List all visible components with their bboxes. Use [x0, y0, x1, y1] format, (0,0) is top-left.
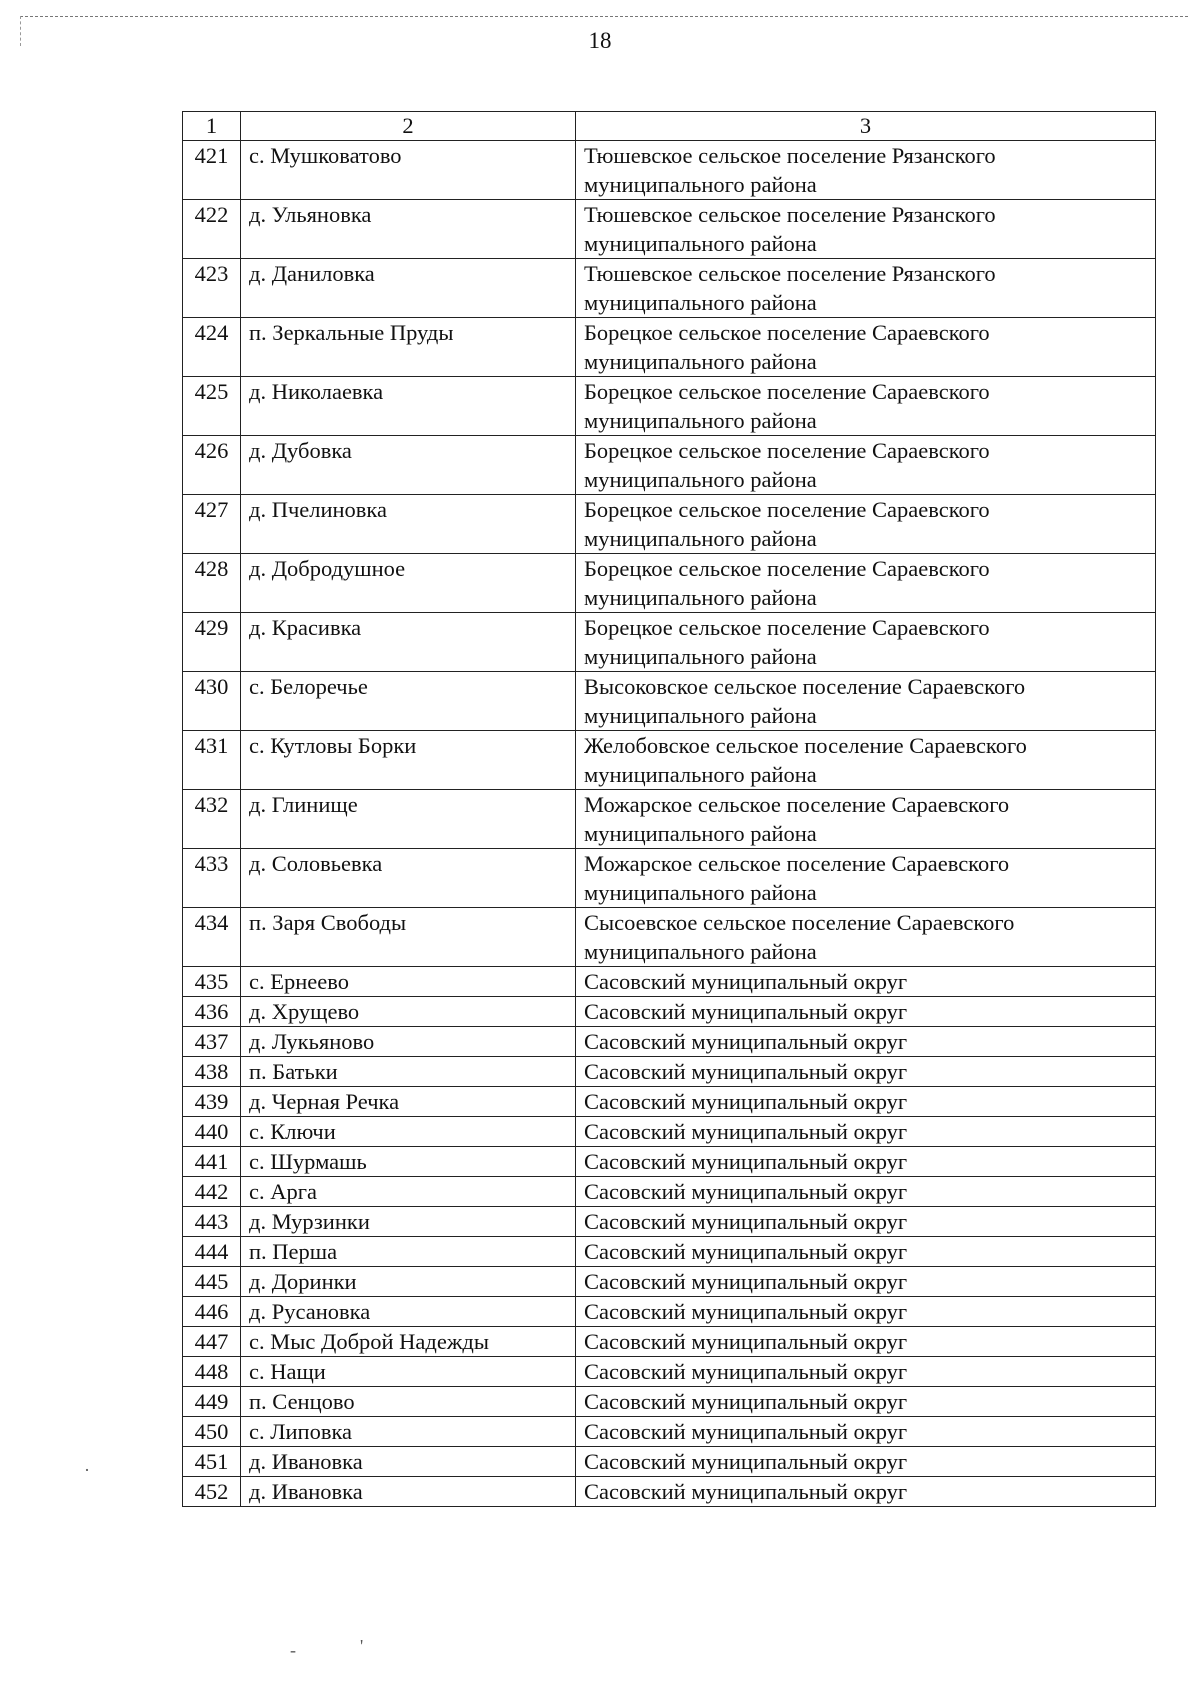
table-row [183, 1297, 1156, 1327]
table-row [183, 1117, 1156, 1147]
table-row [183, 377, 1156, 436]
row-number: 442 [183, 1177, 241, 1207]
municipality: Борецкое сельское поселение Сараевского муниципального района [576, 613, 1156, 672]
municipality: Сасовский муниципальный округ [576, 1327, 1156, 1357]
settlement-name: п. Заря Свободы [241, 908, 576, 967]
municipality: Тюшевское сельское поселение Рязанского муниципального района [576, 141, 1156, 200]
table-row [183, 318, 1156, 377]
table-row [183, 997, 1156, 1027]
municipality: Сасовский муниципальный округ [576, 1117, 1156, 1147]
settlement-name: с. Белоречье [241, 672, 576, 731]
table-row [183, 1267, 1156, 1297]
municipality: Сасовский муниципальный округ [576, 1477, 1156, 1507]
settlement-name: д. Пчелиновка [241, 495, 576, 554]
settlement-name: с. Липовка [241, 1417, 576, 1447]
table-row [183, 1387, 1156, 1417]
municipality: Сасовский муниципальный округ [576, 967, 1156, 997]
municipality: Тюшевское сельское поселение Рязанского муниципального района [576, 259, 1156, 318]
settlement-name: с. Нащи [241, 1357, 576, 1387]
settlement-name: с. Ернеево [241, 967, 576, 997]
settlement-name: д. Доринки [241, 1267, 576, 1297]
table-row [183, 1207, 1156, 1237]
row-number: 432 [183, 790, 241, 849]
settlement-name: д. Добродушное [241, 554, 576, 613]
settlement-name: д. Ульяновка [241, 200, 576, 259]
municipality: Сасовский муниципальный округ [576, 1177, 1156, 1207]
scan-speck: · [84, 1460, 90, 1480]
settlement-name: с. Шурмашь [241, 1147, 576, 1177]
settlement-name: д. Мурзинки [241, 1207, 576, 1237]
municipality: Сасовский муниципальный округ [576, 1057, 1156, 1087]
settlement-name: п. Сенцово [241, 1387, 576, 1417]
table-row [183, 613, 1156, 672]
settlement-name: д. Ивановка [241, 1477, 576, 1507]
row-number: 421 [183, 141, 241, 200]
table-row [183, 141, 1156, 200]
row-number: 440 [183, 1117, 241, 1147]
row-number: 426 [183, 436, 241, 495]
row-number: 439 [183, 1087, 241, 1117]
row-number: 450 [183, 1417, 241, 1447]
row-number: 444 [183, 1237, 241, 1267]
table-row [183, 495, 1156, 554]
settlement-name: с. Ключи [241, 1117, 576, 1147]
row-number: 438 [183, 1057, 241, 1087]
table-body [183, 141, 1156, 1507]
row-number: 446 [183, 1297, 241, 1327]
settlement-name: с. Мушковатово [241, 141, 576, 200]
municipality: Желобовское сельское поселение Сараевского муниципального района [576, 731, 1156, 790]
municipality: Тюшевское сельское поселение Рязанского муниципального района [576, 200, 1156, 259]
settlements-table [182, 111, 1156, 1507]
row-number: 435 [183, 967, 241, 997]
row-number: 428 [183, 554, 241, 613]
row-number: 433 [183, 849, 241, 908]
row-number: 434 [183, 908, 241, 967]
header-col-3: 3 [576, 112, 1156, 141]
settlement-name: д. Соловьевка [241, 849, 576, 908]
settlement-name: д. Русановка [241, 1297, 576, 1327]
table-row [183, 1147, 1156, 1177]
row-number: 436 [183, 997, 241, 1027]
row-number: 445 [183, 1267, 241, 1297]
settlement-name: д. Хрущево [241, 997, 576, 1027]
table-row [183, 554, 1156, 613]
table-row [183, 790, 1156, 849]
municipality: Высоковское сельское поселение Сараевского муниципального района [576, 672, 1156, 731]
page-number: 18 [588, 28, 612, 53]
municipality: Сасовский муниципальный округ [576, 1447, 1156, 1477]
municipality: Можарское сельское поселение Сараевского муниципального района [576, 849, 1156, 908]
municipality: Борецкое сельское поселение Сараевского муниципального района [576, 436, 1156, 495]
municipality: Борецкое сельское поселение Сараевского муниципального района [576, 495, 1156, 554]
table-row [183, 1417, 1156, 1447]
row-number: 443 [183, 1207, 241, 1237]
table-row [183, 1357, 1156, 1387]
table-row [183, 259, 1156, 318]
settlement-name: п. Батьки [241, 1057, 576, 1087]
settlement-name: п. Зеркальные Пруды [241, 318, 576, 377]
settlement-name: д. Глинище [241, 790, 576, 849]
settlement-name: п. Перша [241, 1237, 576, 1267]
settlement-name: д. Лукьяново [241, 1027, 576, 1057]
table-row [183, 436, 1156, 495]
municipality: Сасовский муниципальный округ [576, 1387, 1156, 1417]
row-number: 422 [183, 200, 241, 259]
settlement-name: д. Николаевка [241, 377, 576, 436]
table-row [183, 731, 1156, 790]
municipality: Сасовский муниципальный округ [576, 1357, 1156, 1387]
table-header-row [183, 112, 1156, 141]
row-number: 424 [183, 318, 241, 377]
table-row [183, 849, 1156, 908]
municipality: Сасовский муниципальный округ [576, 1027, 1156, 1057]
row-number: 425 [183, 377, 241, 436]
municipality: Борецкое сельское поселение Сараевского муниципального района [576, 554, 1156, 613]
table-row [183, 672, 1156, 731]
header-col-2: 2 [241, 112, 576, 141]
municipality: Сасовский муниципальный округ [576, 1267, 1156, 1297]
scan-speck: ' [360, 1636, 364, 1656]
settlement-name: д. Красивка [241, 613, 576, 672]
row-number: 429 [183, 613, 241, 672]
table-row [183, 1237, 1156, 1267]
municipality: Борецкое сельское поселение Сараевского муниципального района [576, 377, 1156, 436]
row-number: 427 [183, 495, 241, 554]
row-number: 430 [183, 672, 241, 731]
row-number: 451 [183, 1447, 241, 1477]
municipality: Можарское сельское поселение Сараевского муниципального района [576, 790, 1156, 849]
scan-border-top [20, 16, 1188, 17]
table-row [183, 1327, 1156, 1357]
settlement-name: д. Дубовка [241, 436, 576, 495]
table-row [183, 1057, 1156, 1087]
scan-speck: - [290, 1640, 296, 1660]
table-row [183, 967, 1156, 997]
municipality: Сасовский муниципальный округ [576, 1237, 1156, 1267]
header-col-1: 1 [183, 112, 241, 141]
settlement-name: с. Кутловы Борки [241, 731, 576, 790]
settlement-name: с. Арга [241, 1177, 576, 1207]
table-row [183, 1477, 1156, 1507]
row-number: 447 [183, 1327, 241, 1357]
row-number: 431 [183, 731, 241, 790]
row-number: 452 [183, 1477, 241, 1507]
municipality: Сасовский муниципальный округ [576, 1417, 1156, 1447]
table-row [183, 1087, 1156, 1117]
municipality: Сасовский муниципальный округ [576, 1147, 1156, 1177]
municipality: Борецкое сельское поселение Сараевского муниципального района [576, 318, 1156, 377]
municipality: Сасовский муниципальный округ [576, 1087, 1156, 1117]
settlement-name: д. Даниловка [241, 259, 576, 318]
settlement-name: д. Черная Речка [241, 1087, 576, 1117]
row-number: 448 [183, 1357, 241, 1387]
table-row [183, 1447, 1156, 1477]
row-number: 449 [183, 1387, 241, 1417]
table-row [183, 1177, 1156, 1207]
municipality: Сасовский муниципальный округ [576, 997, 1156, 1027]
settlement-name: д. Ивановка [241, 1447, 576, 1477]
settlement-name: с. Мыс Доброй Надежды [241, 1327, 576, 1357]
table-row [183, 200, 1156, 259]
row-number: 423 [183, 259, 241, 318]
municipality: Сысоевское сельское поселение Сараевского муниципального района [576, 908, 1156, 967]
municipality: Сасовский муниципальный округ [576, 1207, 1156, 1237]
row-number: 437 [183, 1027, 241, 1057]
table-row [183, 908, 1156, 967]
municipality: Сасовский муниципальный округ [576, 1297, 1156, 1327]
table-row [183, 1027, 1156, 1057]
row-number: 441 [183, 1147, 241, 1177]
